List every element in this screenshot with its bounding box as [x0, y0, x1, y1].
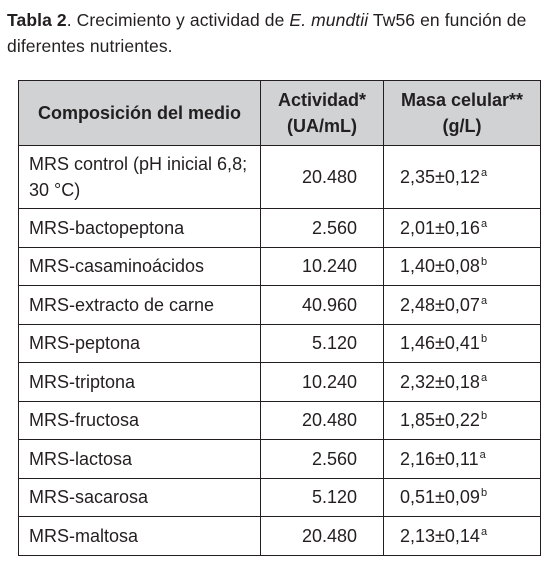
- significance-superscript: a: [480, 525, 488, 538]
- masa-value: 1,46±0,41: [400, 333, 480, 354]
- nutrients-table: [18, 80, 541, 556]
- cell-actividad: 2.560: [261, 209, 384, 248]
- cell-medio: MRS-peptona: [19, 324, 261, 363]
- masa-value: 2,32±0,18: [400, 371, 480, 392]
- cell-masa: [384, 517, 541, 556]
- masa-value: 2,13±0,14: [400, 525, 480, 546]
- cell-actividad: 20.480: [261, 401, 384, 440]
- cell-masa: [384, 440, 541, 479]
- header-actividad: Actividad* (UA/mL): [261, 81, 384, 146]
- masa-value: 2,16±0,11: [400, 448, 479, 469]
- significance-superscript: b: [480, 256, 488, 269]
- significance-superscript: b: [480, 410, 488, 423]
- cell-actividad: 5.120: [261, 478, 384, 517]
- significance-superscript: a: [480, 167, 488, 179]
- cell-masa: [384, 478, 541, 517]
- cell-medio: MRS-triptona: [19, 363, 261, 402]
- masa-value: 2,01±0,16: [400, 217, 480, 238]
- cell-medio: MRS-sacarosa: [19, 478, 261, 517]
- masa-value: 0,51±0,09: [400, 487, 480, 508]
- significance-superscript: b: [480, 487, 488, 500]
- caption-species: E. mundtii: [289, 10, 369, 30]
- significance-superscript: b: [480, 333, 488, 346]
- masa-value: 2,48±0,07: [400, 294, 480, 315]
- cell-actividad: 20.480: [261, 146, 384, 209]
- table-header-row: [19, 81, 541, 146]
- cell-masa: [384, 324, 541, 363]
- table-caption: [7, 7, 547, 59]
- masa-value: 1,40±0,08: [400, 256, 480, 277]
- caption-label: Tabla 2: [7, 10, 67, 30]
- masa-value: 1,85±0,22: [400, 410, 480, 431]
- cell-medio: MRS-maltosa: [19, 517, 261, 556]
- cell-medio: MRS-bactopeptona: [19, 209, 261, 248]
- cell-masa: [384, 286, 541, 325]
- cell-actividad: 10.240: [261, 247, 384, 286]
- cell-actividad: 5.120: [261, 324, 384, 363]
- significance-superscript: a: [479, 448, 486, 461]
- cell-medio: MRS-casaminoácidos: [19, 247, 261, 286]
- cell-medio: MRS-fructosa: [19, 401, 261, 440]
- significance-superscript: a: [480, 217, 488, 230]
- cell-masa: [384, 247, 541, 286]
- table-row: [19, 517, 541, 556]
- header-masa: Masa celular** (g/L): [384, 81, 541, 146]
- table-row: [19, 478, 541, 517]
- cell-actividad: 40.960: [261, 286, 384, 325]
- table-row: [19, 146, 541, 209]
- table-row: [19, 286, 541, 325]
- table-row: [19, 440, 541, 479]
- cell-actividad: 2.560: [261, 440, 384, 479]
- caption-text-after: Tw56 en función de diferentes nutrientes.: [7, 10, 527, 56]
- significance-superscript: a: [480, 371, 488, 384]
- table-row: [19, 363, 541, 402]
- cell-masa: [384, 401, 541, 440]
- cell-masa: [384, 209, 541, 248]
- table-row: [19, 401, 541, 440]
- cell-masa: [384, 363, 541, 402]
- cell-medio: MRS-extracto de carne: [19, 286, 261, 325]
- cell-medio: MRS-lactosa: [19, 440, 261, 479]
- table-row: [19, 324, 541, 363]
- masa-value: 2,35±0,12: [400, 167, 480, 187]
- cell-actividad: 10.240: [261, 363, 384, 402]
- caption-text-before: . Crecimiento y actividad de: [66, 10, 290, 30]
- table-row: [19, 247, 541, 286]
- significance-superscript: a: [480, 294, 488, 307]
- cell-actividad: 20.480: [261, 517, 384, 556]
- cell-medio: MRS control (pH inicial 6,8; 30 °C): [19, 146, 261, 209]
- cell-masa: [384, 146, 541, 209]
- header-medio: Composición del medio: [19, 81, 261, 146]
- table-row: [19, 209, 541, 248]
